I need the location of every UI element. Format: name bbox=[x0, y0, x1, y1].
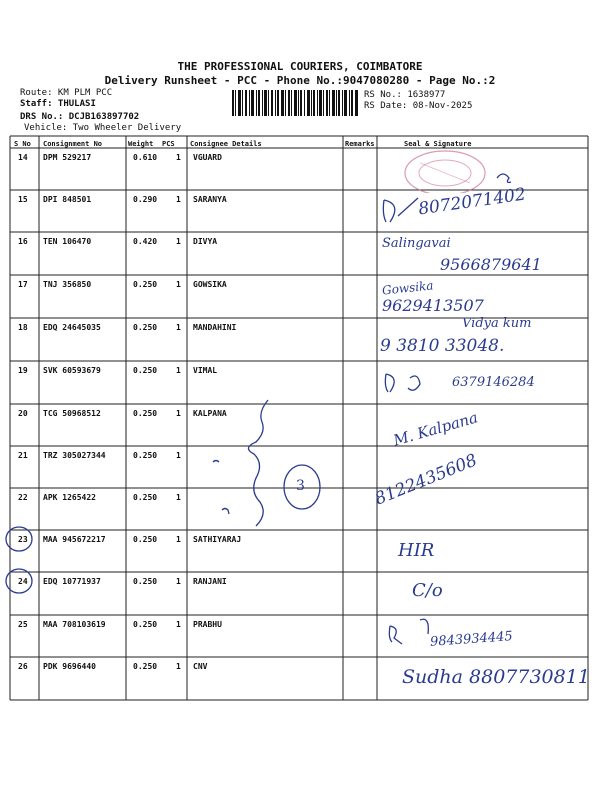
row-pcs: 1 bbox=[176, 577, 181, 586]
row-sno: 20 bbox=[18, 409, 28, 418]
row-consignment: APK 1265422 bbox=[43, 493, 96, 502]
row-consignment: DPI 848501 bbox=[43, 195, 92, 204]
row-sno: 15 bbox=[18, 195, 28, 204]
row-sno: 25 bbox=[18, 620, 28, 629]
row-sno: 18 bbox=[18, 323, 28, 332]
row-consignee: DIVYA bbox=[193, 237, 218, 246]
row-consignment: EDQ 10771937 bbox=[43, 577, 101, 586]
row-consignee: VGUARD bbox=[193, 153, 222, 162]
handwritten-remark-24: C/o bbox=[412, 580, 443, 601]
row-sno: 19 bbox=[18, 366, 28, 375]
row-consignment: SVK 60593679 bbox=[43, 366, 101, 375]
handwritten-name-16: Salingavai bbox=[382, 236, 451, 251]
drs-number: DRS No.: DCJB163897702 bbox=[20, 112, 140, 122]
row-weight: 0.250 bbox=[133, 451, 158, 460]
row-consignee: MANDAHINI bbox=[193, 323, 237, 332]
col-header-weight: Weight bbox=[128, 140, 154, 148]
row-pcs: 1 bbox=[176, 409, 181, 418]
row-weight: 0.250 bbox=[133, 366, 158, 375]
row-pcs: 1 bbox=[176, 237, 181, 246]
handwritten-remark-23: HIR bbox=[398, 540, 435, 561]
rs-number: RS No.: 1638977 bbox=[364, 90, 446, 100]
row-sno: 24 bbox=[18, 577, 28, 586]
row-pcs: 1 bbox=[176, 366, 181, 375]
row-weight: 0.250 bbox=[133, 662, 158, 671]
row-consignee: RANJANI bbox=[193, 577, 227, 586]
col-header-consignment: Consignment No bbox=[43, 140, 103, 148]
handwritten-phone-18: 9 3810 33048. bbox=[380, 336, 505, 356]
row-sno: 21 bbox=[18, 451, 28, 460]
row-weight: 0.250 bbox=[133, 280, 158, 289]
handwritten-phone-26: Sudha 8807730811 bbox=[402, 666, 590, 688]
row-pcs: 1 bbox=[176, 451, 181, 460]
row-consignee: GOWSIKA bbox=[193, 280, 227, 289]
col-header-consignee: Consignee Details bbox=[190, 140, 262, 148]
row-consignment: PDK 9696440 bbox=[43, 662, 96, 671]
row-consignee: SATHIYARAJ bbox=[193, 535, 242, 544]
row-consignment: TCG 50968512 bbox=[43, 409, 101, 418]
row-pcs: 1 bbox=[176, 620, 181, 629]
vehicle-label: Vehicle: Two Wheeler Delivery bbox=[24, 123, 182, 133]
row-sno: 23 bbox=[18, 535, 28, 544]
row-sno: 26 bbox=[18, 662, 28, 671]
handwritten-name-17: Gowsika bbox=[381, 278, 435, 298]
row-pcs: 1 bbox=[176, 153, 181, 162]
col-header-pcs: PCS bbox=[162, 140, 175, 148]
handwritten-phone-25: 9843934445 bbox=[429, 629, 514, 650]
runsheet-subtitle: Delivery Runsheet - PCC - Phone No.:9047080280 - Page No.:2 bbox=[104, 74, 496, 87]
company-title: THE PROFESSIONAL COURIERS, COIMBATORE bbox=[177, 60, 423, 73]
row-pcs: 1 bbox=[176, 195, 181, 204]
row-weight: 0.250 bbox=[133, 493, 158, 502]
row-consignment: MAA 708103619 bbox=[43, 620, 106, 629]
row-sno: 16 bbox=[18, 237, 28, 246]
row-consignee: SARANYA bbox=[193, 195, 227, 204]
row-pcs: 1 bbox=[176, 280, 181, 289]
route-label: Route: KM PLM PCC bbox=[20, 88, 113, 98]
row-sno: 22 bbox=[18, 493, 28, 502]
row-weight: 0.610 bbox=[133, 153, 158, 162]
row-sno: 14 bbox=[18, 153, 28, 162]
row-pcs: 1 bbox=[176, 493, 181, 502]
handwritten-phone-21: 8122435608 bbox=[372, 450, 480, 510]
handwritten-name-18: Vidya kum bbox=[462, 316, 532, 331]
row-consignment: TRZ 305027344 bbox=[43, 451, 106, 460]
rs-date: RS Date: 08-Nov-2025 bbox=[364, 101, 473, 111]
col-header-sno: S No bbox=[14, 140, 31, 148]
row-consignee: VIMAL bbox=[193, 366, 218, 375]
handwritten-phone-15: 8072071402 bbox=[417, 184, 528, 220]
row-pcs: 1 bbox=[176, 323, 181, 332]
row-weight: 0.250 bbox=[133, 577, 158, 586]
row-weight: 0.250 bbox=[133, 323, 158, 332]
handwritten-phone-16: 9566879641 bbox=[440, 255, 542, 274]
row-consignment: TNJ 356850 bbox=[43, 280, 92, 289]
row-weight: 0.250 bbox=[133, 409, 158, 418]
row-pcs: 1 bbox=[176, 535, 181, 544]
handwritten-phone-17: 9629413507 bbox=[382, 296, 484, 315]
col-header-seal: Seal & Signature bbox=[404, 140, 472, 148]
handwritten-phone-19: 6379146284 bbox=[452, 375, 535, 390]
handwritten-name-20: M. Kalpana bbox=[391, 408, 480, 450]
row-consignee: KALPANA bbox=[193, 409, 227, 418]
row-consignee: PRABHU bbox=[193, 620, 222, 629]
row-consignee: CNV bbox=[193, 662, 208, 671]
row-pcs: 1 bbox=[176, 662, 181, 671]
row-weight: 0.250 bbox=[133, 535, 158, 544]
circled-number: 3 bbox=[296, 478, 305, 494]
row-consignment: DPM 529217 bbox=[43, 153, 92, 162]
row-weight: 0.420 bbox=[133, 237, 158, 246]
row-consignment: MAA 945672217 bbox=[43, 535, 106, 544]
row-weight: 0.290 bbox=[133, 195, 158, 204]
row-sno: 17 bbox=[18, 280, 28, 289]
col-header-remarks: Remarks bbox=[345, 140, 375, 148]
staff-label: Staff: THULASI bbox=[20, 99, 96, 109]
row-consignment: TEN 106470 bbox=[43, 237, 92, 246]
row-weight: 0.250 bbox=[133, 620, 158, 629]
row-consignment: EDQ 24645035 bbox=[43, 323, 101, 332]
